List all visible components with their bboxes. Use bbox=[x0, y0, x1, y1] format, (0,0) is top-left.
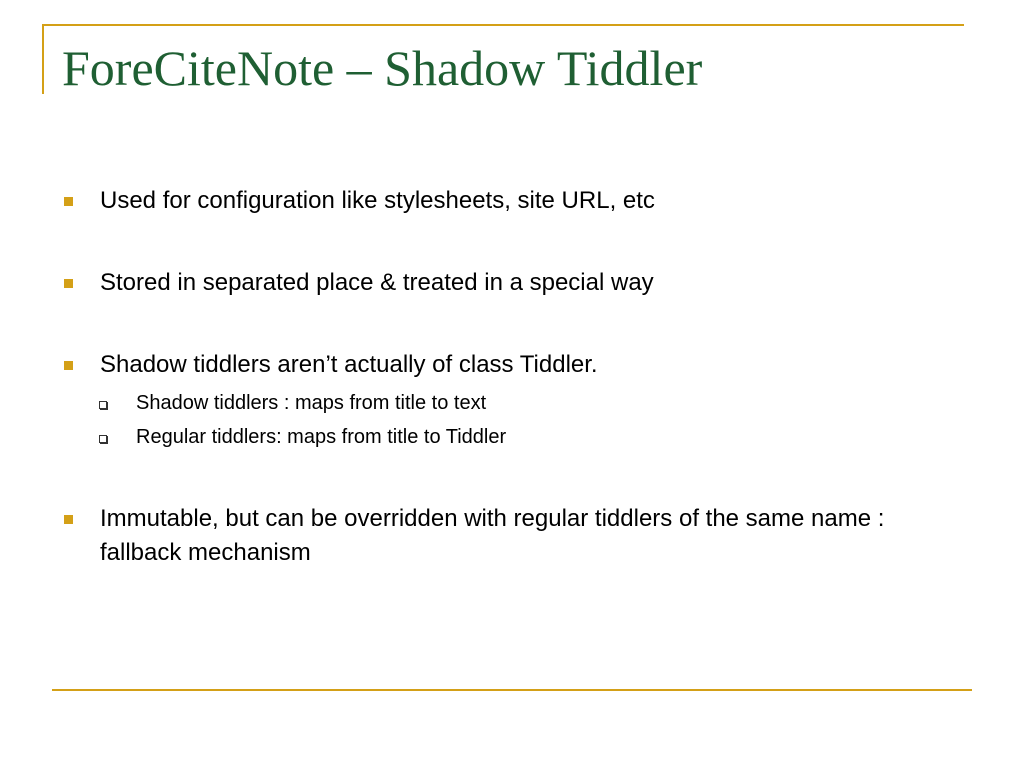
square-bullet-icon bbox=[64, 279, 73, 288]
sub-bullet-text: Regular tiddlers: maps from title to Tiddler bbox=[136, 426, 507, 448]
bullet-list bbox=[60, 184, 950, 618]
bullet-text: Stored in separated place & treated in a special way bbox=[100, 269, 654, 296]
bullet-item bbox=[60, 266, 950, 300]
bullet-item bbox=[60, 348, 950, 454]
bullet-text: Shadow tiddlers aren’t actually of class Tiddler. bbox=[100, 351, 598, 378]
sub-bullet-list bbox=[100, 386, 950, 454]
square-bullet-icon bbox=[64, 197, 73, 206]
sub-bullet-item bbox=[99, 386, 950, 420]
square-bullet-icon bbox=[64, 361, 73, 370]
square-bullet-icon bbox=[64, 515, 73, 524]
hollow-square-bullet-icon bbox=[99, 435, 107, 443]
bullet-item bbox=[60, 184, 950, 218]
sub-bullet-item bbox=[99, 420, 950, 454]
bullet-text: Used for configuration like stylesheets, site URL, etc bbox=[100, 187, 655, 214]
frame-bottom-line bbox=[52, 689, 972, 691]
frame-top-line bbox=[42, 24, 964, 26]
bullet-item bbox=[60, 502, 950, 570]
bullet-text: Immutable, but can be overridden with regular tiddlers of the same name : fallback mechanism bbox=[100, 505, 885, 566]
frame-left-line bbox=[42, 24, 44, 94]
hollow-square-bullet-icon bbox=[99, 401, 107, 409]
sub-bullet-text: Shadow tiddlers : maps from title to text bbox=[136, 392, 487, 414]
slide-title: ForeCiteNote – Shadow Tiddler bbox=[62, 40, 703, 96]
